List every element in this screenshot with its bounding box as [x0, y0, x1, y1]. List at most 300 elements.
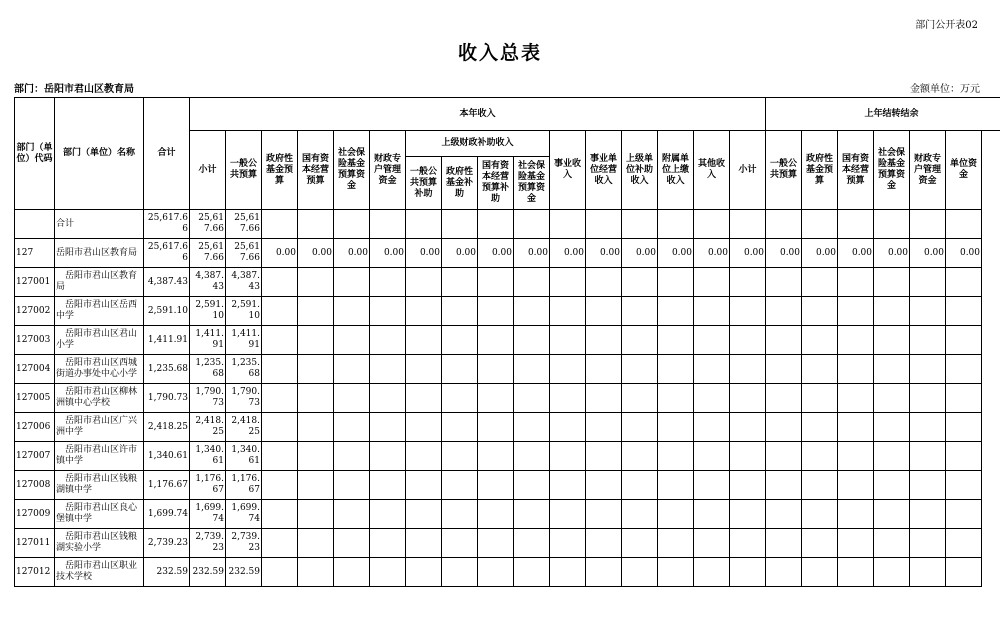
row-value-cell: [622, 500, 658, 529]
row-value-cell: [694, 413, 730, 442]
header-superior-unit-subsidy: 上级单位补助收入: [622, 131, 658, 210]
row-value-cell: [406, 471, 442, 500]
row-value-cell: [910, 384, 946, 413]
table-row: [15, 355, 1000, 384]
row-value-cell: [586, 210, 622, 239]
row-value-cell: [442, 442, 478, 471]
income-summary-table: [14, 97, 1000, 587]
row-value-cell: [730, 500, 766, 529]
row-value-cell: [802, 442, 838, 471]
table-row: [15, 297, 1000, 326]
row-value-cell: [334, 268, 370, 297]
row-value-cell: [694, 355, 730, 384]
header-prior-state-capital: 国有资本经营预算: [838, 131, 874, 210]
row-value-cell: [694, 268, 730, 297]
row-value-cell: [550, 297, 586, 326]
row-value-cell: [766, 558, 802, 587]
header-current-year: 本年收入: [190, 98, 766, 131]
row-general-budget: 25,617.66: [226, 239, 262, 268]
row-value-cell: [730, 558, 766, 587]
row-value-cell: [838, 326, 874, 355]
header-unit-business: 事业单位经营收入: [586, 131, 622, 210]
table-row: [15, 413, 1000, 442]
row-value-cell: [730, 471, 766, 500]
row-value-cell: [550, 210, 586, 239]
row-value-cell: [370, 558, 406, 587]
row-value-cell: [838, 529, 874, 558]
row-value-cell: [478, 384, 514, 413]
row-value-cell: [298, 210, 334, 239]
row-value-cell: [910, 500, 946, 529]
row-value-cell: [838, 355, 874, 384]
row-code: 127005: [15, 384, 55, 413]
row-value-cell: 0.00: [406, 239, 442, 268]
row-value-cell: [514, 471, 550, 500]
row-value-cell: [874, 442, 910, 471]
row-value-cell: [874, 384, 910, 413]
row-name: 岳阳市君山区钱粮湖实验小学: [55, 529, 144, 558]
row-total: 1,790.73: [144, 384, 190, 413]
row-value-cell: [730, 529, 766, 558]
row-value-cell: [766, 297, 802, 326]
row-total: 1,340.61: [144, 442, 190, 471]
table-row: [15, 210, 1000, 239]
row-value-cell: [874, 500, 910, 529]
row-value-cell: [910, 326, 946, 355]
row-value-cell: [298, 355, 334, 384]
row-value-cell: [586, 558, 622, 587]
row-value-cell: [910, 268, 946, 297]
row-value-cell: [910, 210, 946, 239]
row-value-cell: [622, 529, 658, 558]
row-value-cell: [946, 500, 982, 529]
header-prior-special: 财政专户管理资金: [910, 131, 946, 210]
row-value-cell: [442, 471, 478, 500]
row-value-cell: [802, 384, 838, 413]
row-value-cell: [586, 413, 622, 442]
row-value-cell: [334, 413, 370, 442]
row-code: 127006: [15, 413, 55, 442]
row-value-cell: 0.00: [478, 239, 514, 268]
row-value-cell: [946, 384, 982, 413]
row-value-cell: [586, 500, 622, 529]
row-value-cell: [298, 413, 334, 442]
row-code: 127: [15, 239, 55, 268]
row-subtotal: 25,617.66: [190, 210, 226, 239]
row-value-cell: [838, 500, 874, 529]
row-value-cell: [658, 558, 694, 587]
row-total: 25,617.66: [144, 210, 190, 239]
row-value-cell: [946, 210, 982, 239]
row-value-cell: [334, 529, 370, 558]
header-special-account: 财政专户管理资金: [370, 131, 406, 210]
row-value-cell: [370, 355, 406, 384]
row-general-budget: 25,617.66: [226, 210, 262, 239]
row-value-cell: [730, 297, 766, 326]
row-value-cell: [550, 413, 586, 442]
row-value-cell: [262, 268, 298, 297]
row-value-cell: [766, 413, 802, 442]
row-value-cell: [406, 500, 442, 529]
row-value-cell: [874, 471, 910, 500]
row-value-cell: [298, 268, 334, 297]
row-name: 岳阳市君山区职业技术学校: [55, 558, 144, 587]
row-value-cell: [802, 500, 838, 529]
row-value-cell: [262, 558, 298, 587]
row-subtotal: 232.59: [190, 558, 226, 587]
row-value-cell: [262, 355, 298, 384]
row-value-cell: [514, 297, 550, 326]
row-value-cell: [694, 384, 730, 413]
row-total: 25,617.66: [144, 239, 190, 268]
row-value-cell: [658, 355, 694, 384]
row-value-cell: [442, 297, 478, 326]
row-value-cell: [802, 210, 838, 239]
row-value-cell: [658, 471, 694, 500]
row-subtotal: 1,790.73: [190, 384, 226, 413]
row-value-cell: [442, 355, 478, 384]
row-value-cell: [658, 326, 694, 355]
row-value-cell: 0.00: [334, 239, 370, 268]
row-value-cell: 0.00: [766, 239, 802, 268]
row-value-cell: [298, 471, 334, 500]
row-value-cell: [658, 297, 694, 326]
row-value-cell: 0.00: [658, 239, 694, 268]
row-value-cell: 0.00: [802, 239, 838, 268]
row-value-cell: 0.00: [370, 239, 406, 268]
row-value-cell: [370, 268, 406, 297]
row-value-cell: [406, 326, 442, 355]
row-value-cell: [586, 355, 622, 384]
row-value-cell: [262, 529, 298, 558]
row-value-cell: [478, 326, 514, 355]
row-value-cell: [730, 355, 766, 384]
row-value-cell: [550, 442, 586, 471]
header-prior-gov-fund: 政府性基金预算: [802, 131, 838, 210]
table-row: [15, 558, 1000, 587]
header-other-income: 其他收入: [694, 131, 730, 210]
row-value-cell: [370, 297, 406, 326]
row-value-cell: [586, 529, 622, 558]
row-value-cell: [334, 384, 370, 413]
row-value-cell: [838, 442, 874, 471]
row-general-budget: 232.59: [226, 558, 262, 587]
row-value-cell: [946, 442, 982, 471]
row-value-cell: [694, 558, 730, 587]
row-value-cell: [622, 471, 658, 500]
row-value-cell: [334, 442, 370, 471]
row-value-cell: [370, 326, 406, 355]
row-value-cell: [766, 326, 802, 355]
row-code: 127009: [15, 500, 55, 529]
row-value-cell: [946, 529, 982, 558]
row-total: 2,591.10: [144, 297, 190, 326]
row-value-cell: [730, 326, 766, 355]
row-value-cell: [910, 413, 946, 442]
row-value-cell: [658, 442, 694, 471]
row-value-cell: [946, 268, 982, 297]
row-value-cell: [622, 384, 658, 413]
row-value-cell: [550, 500, 586, 529]
header-business-income: 事业收入: [550, 131, 586, 210]
row-value-cell: [550, 471, 586, 500]
row-value-cell: [694, 471, 730, 500]
row-value-cell: [838, 268, 874, 297]
row-value-cell: [514, 268, 550, 297]
row-value-cell: [766, 529, 802, 558]
row-general-budget: 2,591.10: [226, 297, 262, 326]
row-general-budget: 1,176.67: [226, 471, 262, 500]
row-subtotal: 1,235.68: [190, 355, 226, 384]
row-value-cell: [514, 355, 550, 384]
row-value-cell: [802, 268, 838, 297]
row-value-cell: 0.00: [622, 239, 658, 268]
row-value-cell: [262, 471, 298, 500]
row-value-cell: [658, 413, 694, 442]
row-value-cell: [838, 413, 874, 442]
row-total: 1,699.74: [144, 500, 190, 529]
row-value-cell: [442, 529, 478, 558]
row-value-cell: [586, 442, 622, 471]
row-value-cell: [514, 384, 550, 413]
row-value-cell: [874, 297, 910, 326]
row-value-cell: [874, 210, 910, 239]
row-total: 1,411.91: [144, 326, 190, 355]
row-value-cell: [334, 471, 370, 500]
row-code: 127012: [15, 558, 55, 587]
row-total: 1,176.67: [144, 471, 190, 500]
row-value-cell: [262, 413, 298, 442]
row-value-cell: [406, 297, 442, 326]
row-value-cell: [838, 297, 874, 326]
row-value-cell: [370, 384, 406, 413]
table-row: [15, 442, 1000, 471]
row-value-cell: [586, 326, 622, 355]
row-code: 127008: [15, 471, 55, 500]
row-value-cell: [478, 297, 514, 326]
row-value-cell: [802, 326, 838, 355]
row-value-cell: [478, 471, 514, 500]
row-subtotal: 2,418.25: [190, 413, 226, 442]
row-name: 岳阳市君山区岳西中学: [55, 297, 144, 326]
row-value-cell: [874, 268, 910, 297]
row-value-cell: [730, 268, 766, 297]
row-value-cell: [694, 442, 730, 471]
row-value-cell: [514, 326, 550, 355]
row-value-cell: 0.00: [694, 239, 730, 268]
row-value-cell: [586, 297, 622, 326]
row-value-cell: 0.00: [298, 239, 334, 268]
row-value-cell: [694, 500, 730, 529]
row-value-cell: [406, 558, 442, 587]
row-name: 岳阳市君山区良心堡镇中学: [55, 500, 144, 529]
row-value-cell: [622, 355, 658, 384]
row-total: 4,387.43: [144, 268, 190, 297]
row-value-cell: [694, 326, 730, 355]
row-value-cell: [730, 210, 766, 239]
row-value-cell: [622, 558, 658, 587]
row-name: 岳阳市君山区柳林洲镇中心学校: [55, 384, 144, 413]
row-value-cell: [298, 326, 334, 355]
header-code: 部门（单位）代码: [15, 98, 55, 210]
row-value-cell: 0.00: [730, 239, 766, 268]
row-value-cell: [298, 500, 334, 529]
row-name: 岳阳市君山区钱粮湖镇中学: [55, 471, 144, 500]
row-value-cell: [766, 500, 802, 529]
table-row: [15, 268, 1000, 297]
row-value-cell: [442, 326, 478, 355]
row-name: 合计: [55, 210, 144, 239]
row-value-cell: [406, 210, 442, 239]
row-value-cell: [586, 268, 622, 297]
row-value-cell: [442, 210, 478, 239]
row-code: 127007: [15, 442, 55, 471]
row-value-cell: [946, 326, 982, 355]
row-value-cell: [514, 558, 550, 587]
row-value-cell: [622, 297, 658, 326]
row-value-cell: [334, 355, 370, 384]
row-value-cell: [442, 558, 478, 587]
row-value-cell: [658, 268, 694, 297]
row-subtotal: 1,699.74: [190, 500, 226, 529]
row-value-cell: [766, 355, 802, 384]
row-value-cell: [406, 413, 442, 442]
row-value-cell: [838, 384, 874, 413]
row-general-budget: 1,340.61: [226, 442, 262, 471]
row-value-cell: [550, 326, 586, 355]
row-value-cell: [802, 297, 838, 326]
row-value-cell: [730, 442, 766, 471]
row-subtotal: 1,411.91: [190, 326, 226, 355]
row-value-cell: [370, 210, 406, 239]
row-value-cell: [766, 442, 802, 471]
department-label: 部门：岳阳市君山区教育局: [14, 84, 134, 95]
row-value-cell: [658, 210, 694, 239]
row-value-cell: 0.00: [262, 239, 298, 268]
row-value-cell: [838, 558, 874, 587]
row-value-cell: [766, 210, 802, 239]
row-value-cell: [370, 413, 406, 442]
row-value-cell: [910, 471, 946, 500]
row-subtotal: 1,176.67: [190, 471, 226, 500]
row-name: 岳阳市君山区许市镇中学: [55, 442, 144, 471]
row-value-cell: [478, 529, 514, 558]
row-value-cell: [514, 500, 550, 529]
row-value-cell: [334, 210, 370, 239]
row-value-cell: [298, 558, 334, 587]
header-prior-social: 社会保险基金预算资金: [874, 131, 910, 210]
row-value-cell: [550, 384, 586, 413]
row-value-cell: [946, 297, 982, 326]
row-value-cell: [370, 529, 406, 558]
row-value-cell: [262, 297, 298, 326]
table-row: [15, 471, 1000, 500]
row-value-cell: [766, 268, 802, 297]
row-value-cell: [442, 500, 478, 529]
row-value-cell: 0.00: [910, 239, 946, 268]
row-value-cell: [910, 529, 946, 558]
header-prior-unit-funds: 单位资金: [946, 131, 982, 210]
unit-label: 金额单位：万元: [910, 84, 980, 95]
row-value-cell: 0.00: [442, 239, 478, 268]
row-value-cell: [442, 268, 478, 297]
row-value-cell: [838, 471, 874, 500]
row-value-cell: [334, 326, 370, 355]
header-sup-social: 社会保险基金预算资金: [514, 157, 550, 210]
row-value-cell: [370, 442, 406, 471]
header-subtotal: 小计: [190, 131, 226, 210]
row-value-cell: [514, 529, 550, 558]
page-title: 收入总表: [457, 42, 542, 64]
header-state-capital: 国有资本经营预算: [298, 131, 334, 210]
header-social-insurance: 社会保险基金预算资金: [334, 131, 370, 210]
row-name: 岳阳市君山区教育局: [55, 239, 144, 268]
row-value-cell: [514, 442, 550, 471]
row-general-budget: 1,699.74: [226, 500, 262, 529]
header-total: 合计: [144, 98, 190, 210]
row-value-cell: [550, 558, 586, 587]
row-value-cell: [406, 268, 442, 297]
row-value-cell: [550, 355, 586, 384]
row-value-cell: [622, 413, 658, 442]
row-name: 岳阳市君山区西城街道办事处中心小学: [55, 355, 144, 384]
row-value-cell: [910, 355, 946, 384]
row-value-cell: [262, 210, 298, 239]
row-value-cell: [730, 384, 766, 413]
row-general-budget: 2,418.25: [226, 413, 262, 442]
row-value-cell: [694, 297, 730, 326]
row-total: 232.59: [144, 558, 190, 587]
row-value-cell: [802, 413, 838, 442]
row-value-cell: [910, 297, 946, 326]
row-value-cell: [946, 471, 982, 500]
row-value-cell: [478, 268, 514, 297]
row-code: [15, 210, 55, 239]
row-value-cell: [622, 268, 658, 297]
header-sup-general: 一般公共预算补助: [406, 157, 442, 210]
row-value-cell: [622, 442, 658, 471]
row-value-cell: [658, 500, 694, 529]
table-row: [15, 500, 1000, 529]
row-value-cell: [406, 384, 442, 413]
row-value-cell: [334, 500, 370, 529]
row-value-cell: [766, 384, 802, 413]
row-value-cell: [478, 558, 514, 587]
row-value-cell: 0.00: [514, 239, 550, 268]
row-value-cell: [766, 471, 802, 500]
row-total: 1,235.68: [144, 355, 190, 384]
row-value-cell: [802, 355, 838, 384]
row-value-cell: [946, 355, 982, 384]
row-value-cell: 0.00: [550, 239, 586, 268]
row-value-cell: [802, 529, 838, 558]
row-value-cell: [262, 326, 298, 355]
row-value-cell: [622, 210, 658, 239]
row-general-budget: 1,235.68: [226, 355, 262, 384]
row-code: 127011: [15, 529, 55, 558]
row-value-cell: [478, 500, 514, 529]
row-value-cell: [442, 413, 478, 442]
row-value-cell: [298, 384, 334, 413]
table-row: [15, 239, 1000, 268]
row-value-cell: [802, 558, 838, 587]
row-subtotal: 1,340.61: [190, 442, 226, 471]
header-sup-state-capital: 国有资本经营预算补助: [478, 157, 514, 210]
row-value-cell: [910, 558, 946, 587]
table-row: [15, 529, 1000, 558]
row-value-cell: [586, 384, 622, 413]
row-name: 岳阳市君山区教育局: [55, 268, 144, 297]
